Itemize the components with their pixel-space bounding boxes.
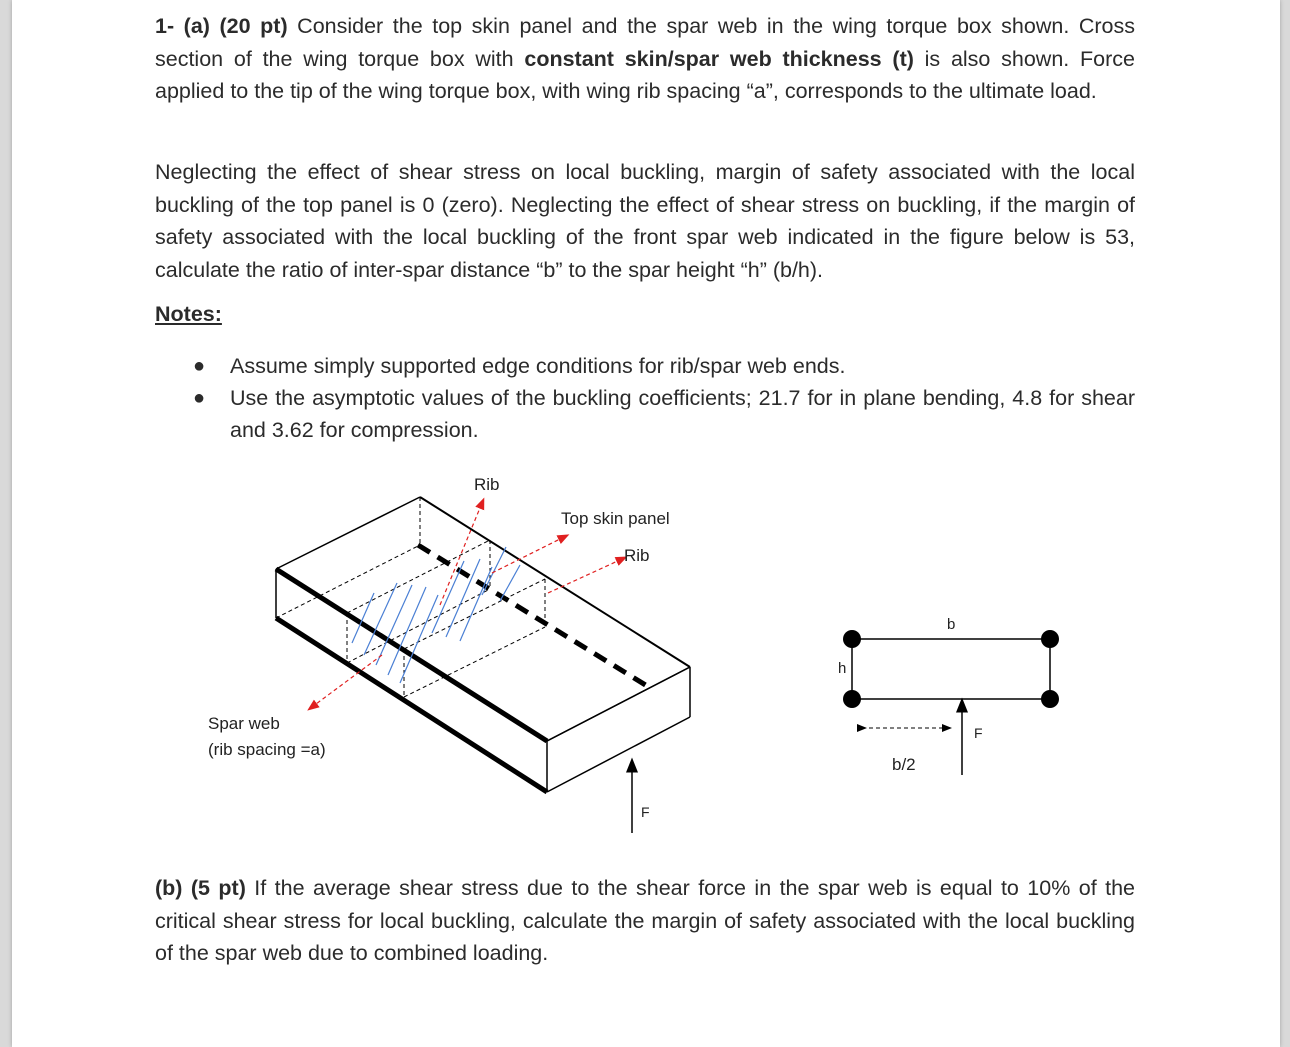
part-a-paragraph-1 (155, 10, 1135, 108)
top-left-edge (276, 497, 420, 569)
part-b-paragraph (155, 872, 1135, 970)
stringer-top-right (1041, 630, 1059, 648)
section-outline (852, 639, 1050, 699)
part-a-text-1: Consider the top skin panel and the spar web in the wing torque box shown. Cross section of the wing torque box with (155, 14, 1135, 71)
top-skin-panel-label: Top skin panel (561, 509, 670, 528)
section-h-label: h (838, 660, 847, 677)
note-item (155, 350, 1135, 382)
rear-spar-dashed (418, 545, 652, 689)
section-force-label: F (974, 725, 983, 741)
stringer-bottom-right (1041, 690, 1059, 708)
part-b-text: If the average shear stress due to the shear force in the spar web is equal to 10% of the critical shear stress for local buckling, calculate the margin of safety associated with the local buckling of the spar web due to combined loading. (155, 876, 1135, 965)
cross-section (838, 616, 1059, 775)
section-b-label: b (947, 616, 956, 633)
rib-right-arrow (548, 559, 622, 593)
front-spar-bottom-edge (276, 618, 547, 792)
note-text: Assume simply supported edge conditions for rib/spar web ends. (230, 354, 846, 378)
note-item (155, 382, 1135, 446)
notes-list (155, 350, 1135, 446)
thickness-emphasis: constant skin/spar web thickness (t) (524, 46, 914, 71)
top-skin-arrow (492, 537, 564, 573)
torque-box-figure (12, 465, 1280, 845)
right-upper-line (547, 667, 690, 741)
rib-top-label: Rib (474, 475, 500, 494)
part-b-lead: (b) (5 pt) (155, 876, 246, 900)
part-a-text-2: is also shown. Force applied to the tip of the wing torque box, with wing rib spacing “a”, corresponds to the ultimate load. (155, 46, 1135, 103)
document-page (12, 0, 1280, 1047)
bullet-icon: ● (193, 387, 206, 409)
note-text: Use the asymptotic values of the buckling coefficients; 21.7 for in plane bending, 4.8 for shear and 3.62 for compression. (230, 386, 1135, 442)
notes-heading: Notes: (155, 302, 222, 326)
part-a-lead: 1- (a) (20 pt) (155, 14, 288, 38)
rib-arrow (440, 503, 482, 605)
section-b-half-label: b/2 (892, 755, 916, 774)
stringer-top-left (843, 630, 861, 648)
rib-spacing-label: (rib spacing =a) (208, 740, 326, 759)
tip-force-label: F (641, 804, 650, 820)
spar-web-label: Spar web (208, 714, 280, 733)
part-a-paragraph-2: Neglecting the effect of shear stress on local buckling, margin of safety associated with the local buckling of the top panel is 0 (zero). Neglecting the effect of shear stress on buckling, if the margin of safety associated with the local buckling of the front spar web indicated in the figure below is 53, calculate the ratio of inter-spar distance “b” to the spar height “h” (b/h). (155, 160, 1135, 282)
right-lower-line (547, 717, 690, 792)
rib-right-label: Rib (624, 546, 650, 565)
bullet-icon: ● (193, 355, 206, 377)
stringer-bottom-left (843, 690, 861, 708)
